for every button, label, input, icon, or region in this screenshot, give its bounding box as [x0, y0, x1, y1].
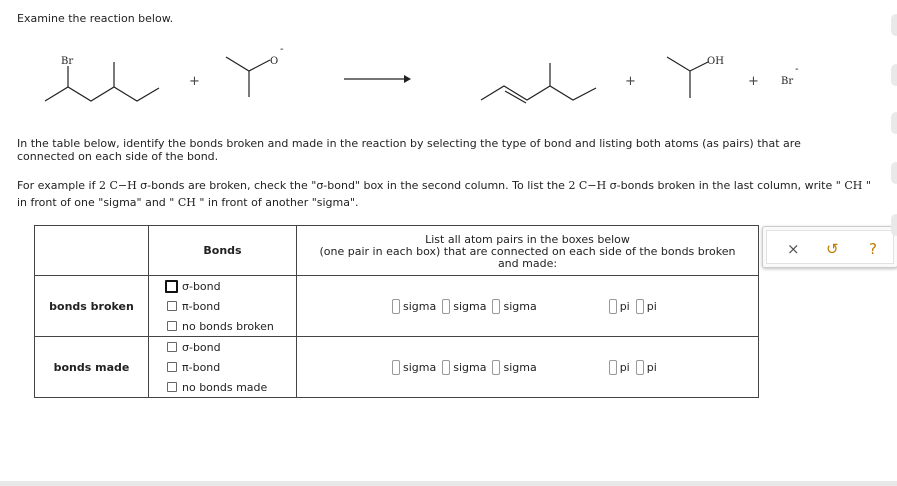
slot-label: sigma — [503, 360, 537, 374]
formula-ch-1: CH — [844, 179, 863, 192]
option-label: π-bond — [182, 360, 221, 374]
slot-label: sigma — [503, 299, 537, 313]
checkbox-made-pi[interactable] — [167, 362, 177, 372]
product2-oh-label: OH — [707, 56, 724, 67]
product3-charge: - — [795, 64, 799, 75]
checkbox-broken-sigma[interactable] — [165, 280, 178, 293]
slot-label: sigma — [453, 299, 487, 313]
undo-icon[interactable]: ↺ — [826, 240, 839, 258]
option-broken-sigma[interactable] — [167, 276, 296, 296]
para2-text-a: For example if — [17, 179, 99, 192]
header-list-line1: List all atom pairs in the boxes below — [425, 232, 630, 246]
reactant2-charge: - — [280, 44, 284, 55]
checkbox-no-bonds-broken[interactable] — [167, 321, 177, 331]
side-scrollbar[interactable] — [889, 14, 897, 264]
formula-2ch-1: 2 C−H — [98, 179, 137, 192]
para2-text-c: σ-bonds broken in the last column, write " — [606, 179, 845, 192]
option-broken-pi[interactable] — [167, 296, 296, 316]
slot-label: pi — [646, 360, 657, 374]
row-label-bonds-made: bonds made — [35, 337, 149, 398]
option-label: σ-bond — [182, 279, 221, 293]
broken-sigma-input-1[interactable] — [392, 299, 400, 314]
broken-pi-input-1[interactable] — [609, 299, 617, 314]
broken-sigma-input-2[interactable] — [442, 299, 450, 314]
broken-pi-input-2[interactable] — [636, 299, 644, 314]
slot-label: pi — [646, 299, 657, 313]
formula-ch-2: CH — [177, 196, 196, 209]
made-sigma-input-3[interactable] — [492, 360, 500, 375]
reactant1-br-label: Br — [61, 56, 74, 67]
plus-sign-1: + — [189, 74, 200, 89]
slot-label: sigma — [403, 360, 437, 374]
bonds-made-slots — [297, 337, 759, 398]
slot-label: pi — [619, 360, 630, 374]
option-made-pi[interactable] — [167, 357, 296, 377]
made-sigma-input-2[interactable] — [442, 360, 450, 375]
checkbox-made-sigma[interactable] — [167, 342, 177, 352]
bonds-broken-options — [149, 276, 297, 337]
broken-sigma-input-3[interactable] — [492, 299, 500, 314]
slot-label: sigma — [403, 299, 437, 313]
bonds-made-options — [149, 337, 297, 398]
plus-sign-3: + — [748, 74, 759, 89]
option-label: no bonds made — [182, 380, 268, 394]
checkbox-broken-pi[interactable] — [167, 301, 177, 311]
slot-label: pi — [619, 299, 630, 313]
formula-2ch-2: 2 C−H — [568, 179, 607, 192]
answer-toolbar — [762, 226, 897, 268]
made-pi-input-1[interactable] — [609, 360, 617, 375]
bottom-bar — [0, 481, 897, 486]
header-list-line2: (one pair in each box) that are connected on each side of the bonds broken and made: — [319, 244, 736, 270]
instructions-paragraph-1: In the table below, identify the bonds broken and made in the reaction by selecting the type of bond and listing both atoms (as pairs) that are connected on each side of the bond. — [17, 137, 801, 163]
row-label-bonds-broken: bonds broken — [35, 276, 149, 337]
intro-text: Examine the reaction below. — [17, 12, 174, 25]
option-label: σ-bond — [182, 340, 221, 354]
made-pi-input-2[interactable] — [636, 360, 644, 375]
option-no-bonds-broken[interactable] — [167, 316, 296, 336]
instructions-paragraph-2 — [17, 177, 877, 211]
bonds-broken-slots — [297, 276, 759, 337]
option-label: π-bond — [182, 299, 221, 313]
option-no-bonds-made[interactable] — [167, 377, 296, 397]
bonds-table — [34, 225, 759, 398]
para2-text-d: " in front of one "sigma" and " — [17, 179, 871, 209]
para2-text-e: " in front of another "sigma". — [195, 196, 359, 209]
reaction-scheme — [0, 0, 897, 120]
made-sigma-input-1[interactable] — [392, 360, 400, 375]
plus-sign-2: + — [625, 74, 636, 89]
reactant2-o-label: O — [270, 56, 279, 67]
header-list-atom-pairs — [297, 226, 759, 276]
header-empty-cell — [35, 226, 149, 276]
checkbox-no-bonds-made[interactable] — [167, 382, 177, 392]
slot-label: sigma — [453, 360, 487, 374]
header-bonds: Bonds — [149, 226, 297, 276]
para2-text-b: σ-bonds are broken, check the "σ-bond" box in the second column. To list the — [136, 179, 569, 192]
help-icon[interactable]: ? — [869, 240, 877, 258]
option-made-sigma[interactable] — [167, 337, 296, 357]
close-icon[interactable]: × — [787, 240, 800, 258]
product3-br-label: Br — [781, 76, 794, 87]
option-label: no bonds broken — [182, 319, 274, 333]
